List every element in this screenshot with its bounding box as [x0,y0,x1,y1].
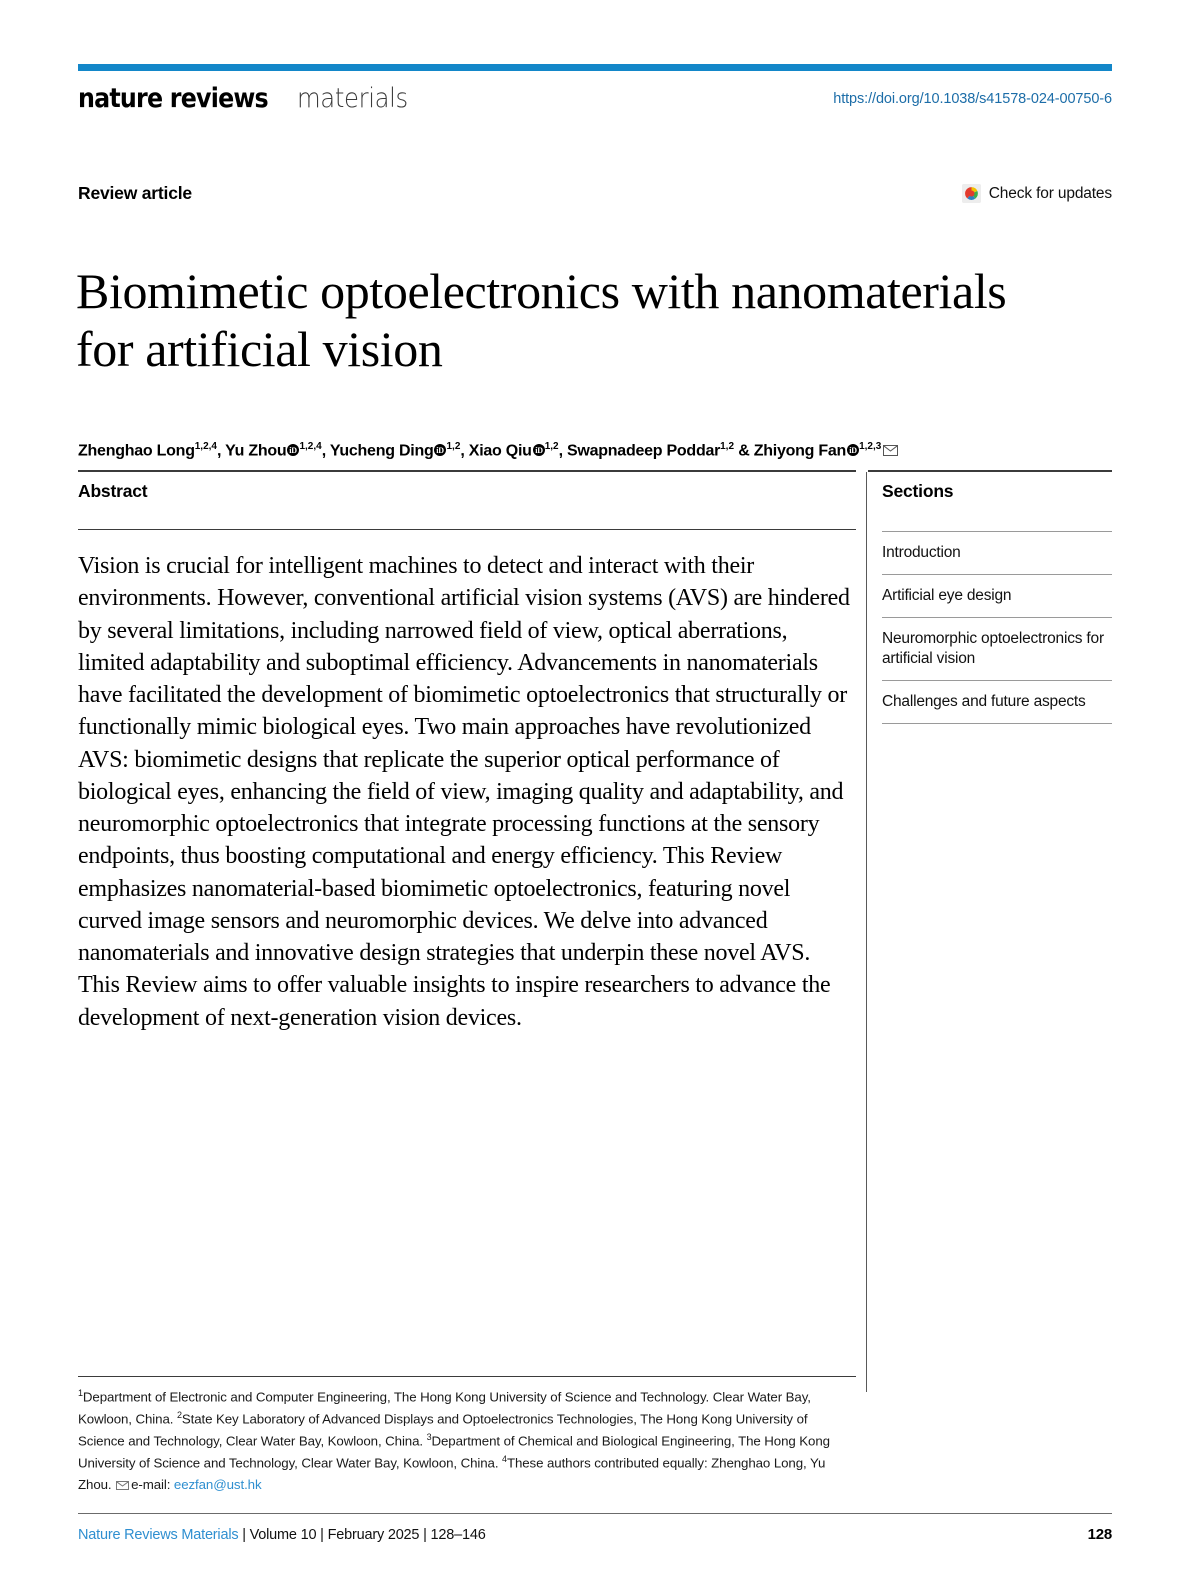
sections-top-rule [868,470,1112,472]
author-name[interactable]: Zhiyong Fan [753,442,847,460]
affiliation-marker: 2 [176,1410,182,1421]
affiliation-marker: 4 [502,1454,507,1465]
journal-logo-light: materials [296,83,408,114]
affiliations-text [78,1386,856,1495]
orcid-icon[interactable] [847,444,859,456]
journal-logo-bold: nature reviews [78,83,268,114]
page-title: Biomimetic optoelectronics with nanomaterials for artificial vision [76,262,1007,377]
orcid-icon[interactable] [533,444,545,456]
email-envelope-icon[interactable] [883,445,898,456]
masthead [78,64,1112,112]
affiliations-block [78,1376,856,1496]
author-affiliation-marker: 1,2,3 [859,441,882,452]
footer-page-number: 128 [1087,1526,1112,1544]
section-link-2[interactable]: Artificial eye design [882,586,1012,604]
abstract-top-rule [78,470,856,472]
column-divider [866,472,867,1392]
crossmark-icon [962,184,981,203]
email-envelope-icon-small [116,1481,129,1490]
journal-logo [78,85,420,112]
abstract-heading: Abstract [78,480,148,501]
svg-text:iD: iD [534,446,543,456]
affiliation-3: Department of Chemical and Biological Engineering, The Hong Kong University of Science and Technology, Clear Water Bay, Kowloon, China. [78,1433,830,1471]
brand-rule [78,64,1112,71]
footer-volume-info: | Volume 10 | February 2025 | 128–146 [238,1527,486,1544]
sections-list [882,531,1112,725]
article-type-label: Review article [78,183,192,203]
abstract-bottom-rule [78,529,856,530]
footer-journal-name[interactable]: Nature Reviews Materials [78,1527,239,1544]
section-link-1[interactable]: Introduction [882,543,961,561]
author-name[interactable]: Yucheng Ding [329,442,434,460]
corresponding-email-link[interactable]: eezfan@ust.hk [173,1477,262,1493]
svg-text:iD: iD [849,446,857,456]
section-link-4[interactable]: Challenges and future aspects [882,693,1086,711]
section-divider [882,723,1112,724]
article-type-row [78,183,1112,204]
author-name[interactable]: Swapnadeep Poddar [566,442,721,460]
footer-citation [78,1527,486,1543]
sections-column [868,470,1112,724]
affiliations-rule [78,1376,856,1377]
check-for-updates-label: Check for updates [988,184,1112,202]
author-name[interactable]: Yu Zhou [225,442,287,460]
author-affiliation-marker: 1,2 [544,441,559,452]
affiliation-marker: 1 [78,1388,83,1399]
author-list: Zhenghao Long$^{1,2,4}$, Yu Zhou iD $^{1,2,4}$, Yucheng Ding iD $^{1,2}$, Xiao Qiu iD $^{1,2}$, Swapnadeep Poddar$^{1,2}$ & Zhiyong Fan iD $^{1,2,3}$ [78,440,1112,463]
sections-heading: Sections [882,480,954,501]
svg-text:iD: iD [289,446,298,456]
author-affiliation-marker: 1,2,4 [299,441,322,452]
abstract-column [78,470,856,1034]
affiliation-2: State Key Laboratory of Advanced Displays and Optoelectronics Technologies, The Hong Kong University of Science and Technology, Clear Water Bay, Kowloon, China. [78,1411,808,1449]
svg-text:iD: iD [436,446,445,456]
abstract-text: Vision is crucial for intelligent machines to detect and interact with their environments. However, conventional artificial vision systems (AVS) are hindered by several limitations, including narrowed field of view, optical aberrations, limited adaptability and suboptimal efficiency. Advancements in nanomaterials have facilitated the development of biomimetic optoelectronics that structurally or functionally mimic biological eyes. Two main approaches have revolutionized AVS: biomimetic designs that replicate the superior optical performance of biological eyes, enhancing the field of view, imaging quality and adaptability, and neuromorphic optoelectronics that integrate processing functions at the sensory endpoints, thus boosting computational and energy efficiency. This Review emphasizes nanomaterial-based biomimetic optoelectronics, featuring novel curved image sensors and neuromorphic devices. We delve into advanced nanomaterials and innovative design strategies that underpin these novel AVS. This Review aims to offer valuable insights to inspire researchers to advance the development of next-generation vision devices. [78,552,850,1031]
author-name[interactable]: Zhenghao Long [78,442,195,460]
page-footer [78,1513,1112,1543]
author-affiliation-marker: 1,2,4 [194,441,217,452]
footer-rule [78,1513,1112,1514]
author-name[interactable]: Xiao Qiu [468,442,532,460]
check-for-updates-button[interactable] [962,184,1112,203]
author-affiliation-marker: 1,2 [446,441,461,452]
affiliation-1: Department of Electronic and Computer Engineering, The Hong Kong University of Science and Technology. Clear Water Bay, Kowloon, China. [78,1389,811,1427]
orcid-icon[interactable] [287,444,299,456]
section-link-3[interactable]: Neuromorphic optoelectronics for artificial vision [882,629,1104,668]
orcid-icon[interactable] [434,444,446,456]
author-affiliation-marker: 1,2 [720,441,735,452]
email-label: e-mail: [131,1477,174,1493]
affiliation-marker: 3 [426,1432,432,1443]
equal-contribution-note: These authors contributed equally: Zhenghao Long, Yu Zhou. [78,1455,826,1493]
doi-link[interactable]: https://doi.org/10.1038/s41578-024-00750-6 [833,91,1112,107]
